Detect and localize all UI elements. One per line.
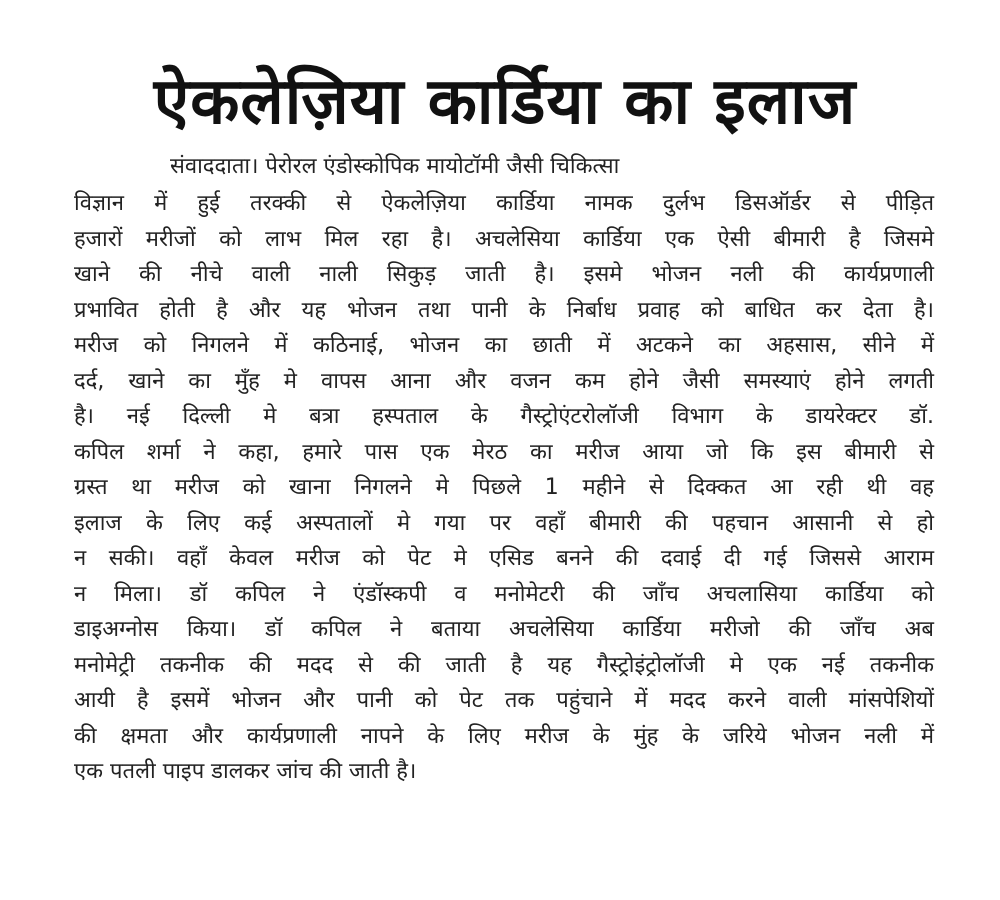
body-line: मरीज को निगलने में कठिनाई, भोजन का छाती में अटकने का अहसास, सीने में xyxy=(74,333,934,358)
body-line: एक पतली पाइप डालकर जांच की जाती है। xyxy=(74,759,417,784)
body-line: मनोमेट्री तकनीक की मदद से की जाती है यह गैस्ट्रोइंट्रोलॉजी मे एक नई तकनीक xyxy=(74,652,935,678)
article-byline: संवाददाता। पेरोरल एंडोस्कोपिक मायोटॉमी जैसी चिकित्सा xyxy=(170,154,620,179)
body-line: न सकी। वहाँ केवल मरीज को पेट मे एसिड बनने की दवाई दी गई जिससे आराम xyxy=(74,546,934,571)
article-headline: ऐकलेज़िया कार्डिया का इलाज xyxy=(153,65,857,139)
body-line: है। नई दिल्ली मे बत्रा हस्पताल के गैस्ट्रोएंटरोलॉजी विभाग के डायरेक्टर डॉ. xyxy=(74,404,934,429)
body-line: खाने की नीचे वाली नाली सिकुड़ जाती है। इसमे भोजन नली की कार्यप्रणाली xyxy=(74,262,934,287)
article-body xyxy=(74,186,934,790)
body-line: दर्द, खाने का मुँह मे वापस आना और वजन कम होने जैसी समस्याएं होने लगती xyxy=(74,368,934,394)
body-line: डाइअग्नोस किया। डॉ कपिल ने बताया अचलेसिया कार्डिया मरीजो की जाँच अब xyxy=(74,617,934,642)
body-line: की क्षमता और कार्यप्रणाली नापने के लिए मरीज के मुंह के जरिये भोजन नली में xyxy=(74,723,934,749)
body-line: विज्ञान में हुई तरक्की से ऐकलेज़िया कार्डिया नामक दुर्लभ डिसऑर्डर से पीड़ित xyxy=(74,191,934,216)
body-line: इलाज के लिए कई अस्पतालों मे गया पर वहाँ बीमारी की पहचान आसानी से हो xyxy=(74,510,934,536)
body-line: आयी है इसमें भोजन और पानी को पेट तक पहुंचाने में मदद करने वाली मांसपेशियों xyxy=(74,688,934,713)
body-line: ग्रस्त था मरीज को खाना निगलने मे पिछले 1 महीने से दिक्कत आ रही थी वह xyxy=(74,475,934,500)
body-line: हजारों मरीजों को लाभ मिल रहा है। अचलेसिया कार्डिया एक ऐसी बीमारी है जिसमे xyxy=(74,226,934,252)
body-line: न मिला। डॉ कपिल ने एंडॉस्कपी व मनोमेटरी की जाँच अचलासिया कार्डिया को xyxy=(74,581,934,607)
body-line: प्रभावित होती है और यह भोजन तथा पानी के निर्बाध प्रवाह को बाधित कर देता है। xyxy=(74,297,934,323)
body-line: कपिल शर्मा ने कहा, हमारे पास एक मेरठ का मरीज आया जो कि इस बीमारी से xyxy=(74,439,934,465)
